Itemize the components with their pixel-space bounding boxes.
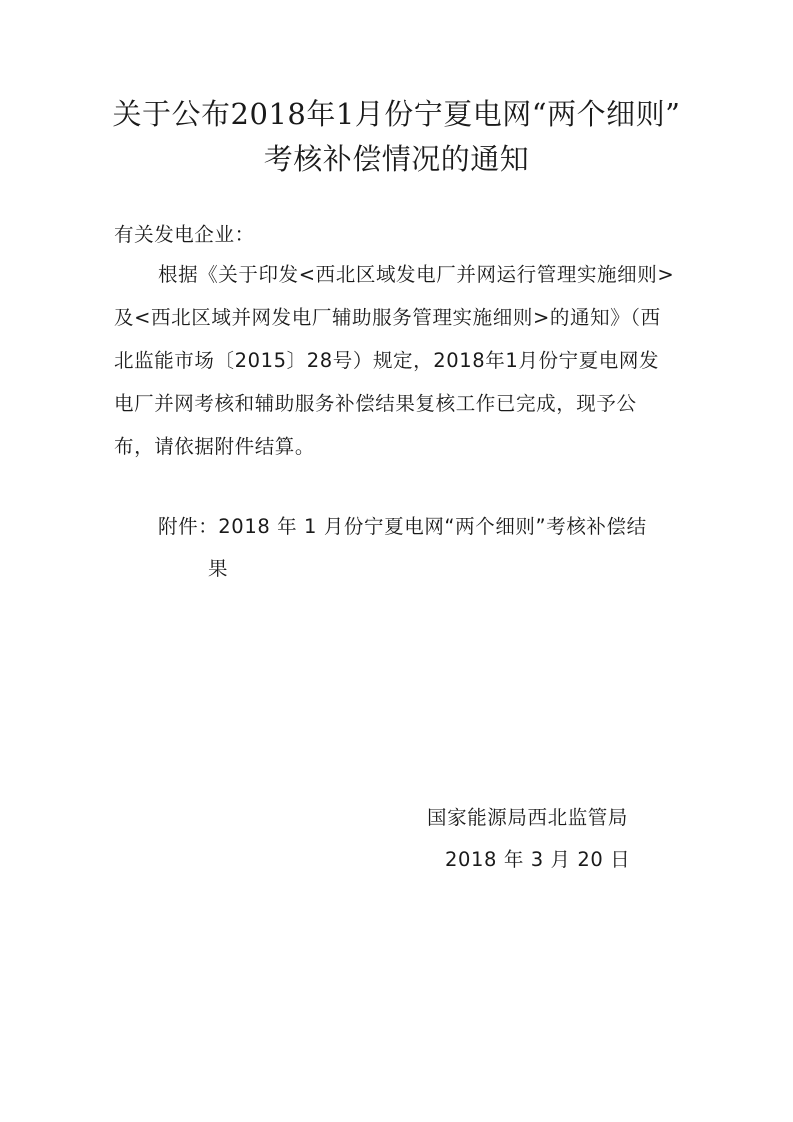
body-paragraph-line: 电厂并网考核和辅助服务补偿结果复核工作已完成，现予公 <box>114 392 637 415</box>
attachment-note-line-2: 果 <box>208 557 229 580</box>
signature-date: 2018 年 3 月 20 日 <box>445 848 631 871</box>
body-paragraph-line: 北监能市场〔2015〕28号）规定，2018年1月份宁夏电网发 <box>114 349 660 372</box>
body-paragraph-line: 及<西北区域并网发电厂辅助服务管理实施细则>的通知》（西 <box>114 306 661 329</box>
document-title-line-1: 关于公布2018年1月份宁夏电网“两个细则” <box>112 97 681 131</box>
body-paragraph-line: 根据《关于印发<西北区域发电厂并网运行管理实施细则> <box>158 263 675 286</box>
body-paragraph-line: 布，请依据附件结算。 <box>114 435 316 458</box>
signature-organization: 国家能源局西北监管局 <box>427 806 629 829</box>
greeting: 有关发电企业： <box>114 223 255 246</box>
document-title-line-2: 考核补偿情况的通知 <box>263 142 530 176</box>
attachment-note-line-1: 附件：2018 年 1 月份宁夏电网“两个细则”考核补偿结 <box>158 515 647 538</box>
